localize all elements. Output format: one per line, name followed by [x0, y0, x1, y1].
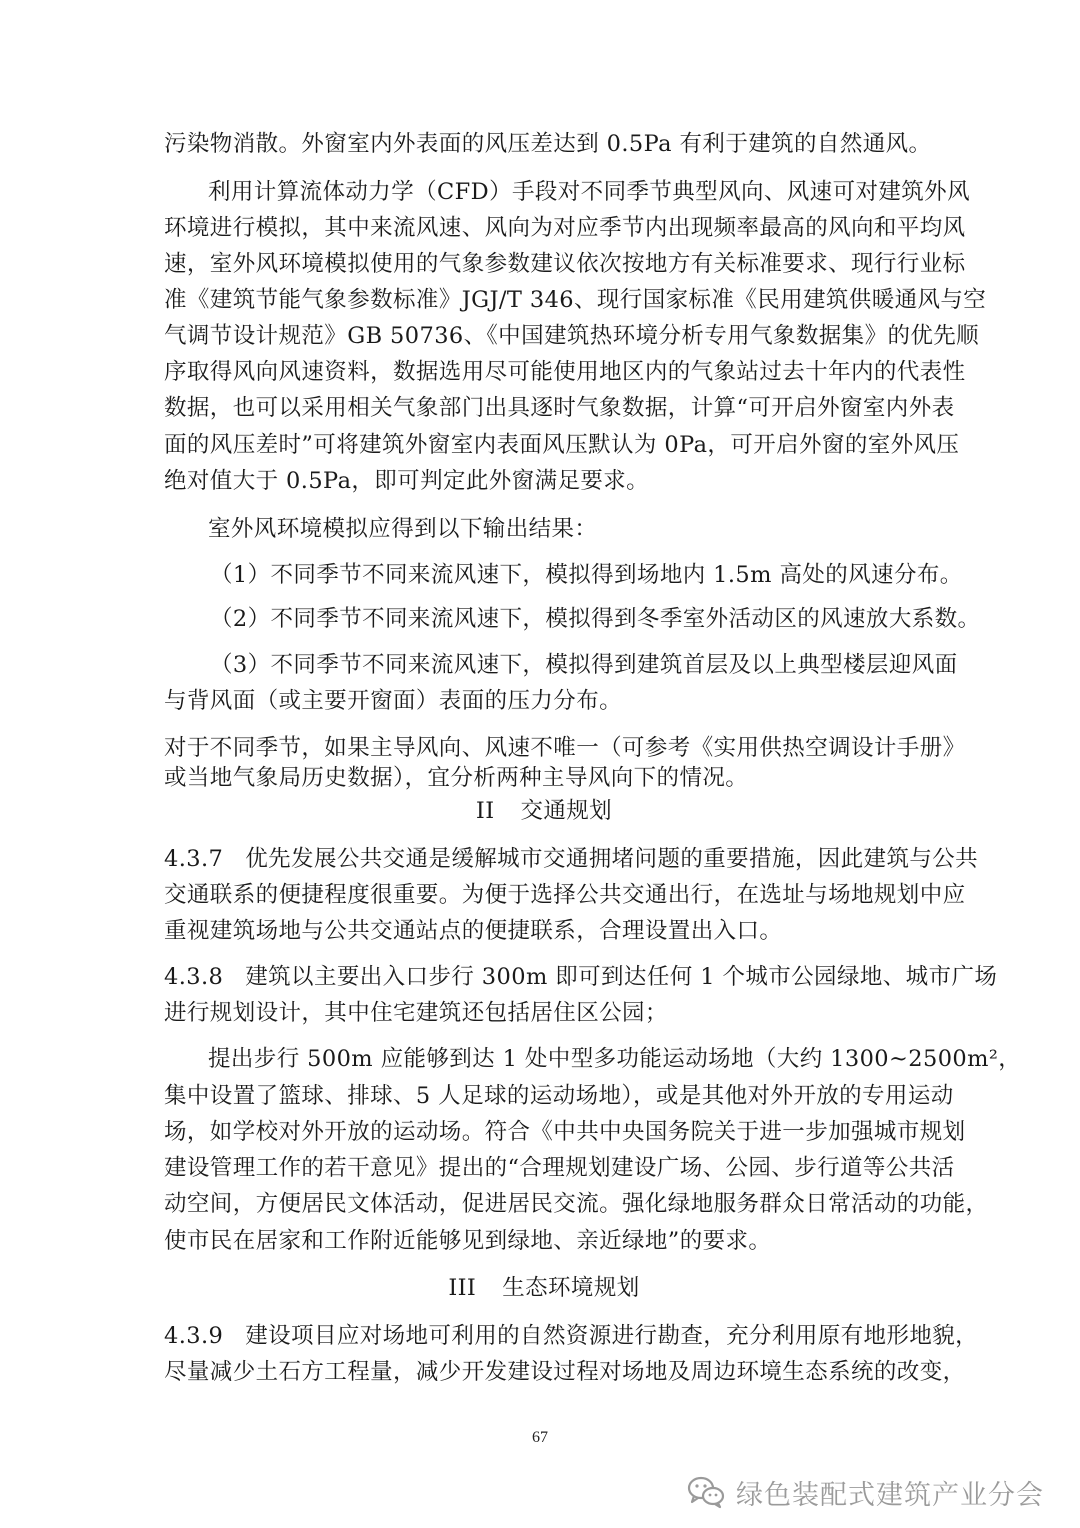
list-item-continuation: 与背风面（或主要开窗面）表面的压力分布。	[164, 688, 623, 714]
clause-number: 4.3.9	[164, 1323, 224, 1349]
list-item: （1）不同季节不同来流风速下，模拟得到场地内 1.5m 高处的风速分布。	[210, 562, 963, 588]
clause-number: 4.3.8	[164, 964, 224, 990]
section-title: 交通规划	[520, 798, 613, 824]
paragraph-line: 环境进行模拟，其中来流风速、风向为对应季节内出现频率最高的风向和平均风	[164, 215, 966, 241]
section-title: 生态环境规划	[502, 1275, 640, 1301]
paragraph-line: 面的风压差时”可将建筑外窗室内表面风压默认为 0Pa，可开启外窗的室外风压	[164, 432, 960, 458]
list-item: （3）不同季节不同来流风速下，模拟得到建筑首层及以上典型楼层迎风面	[210, 652, 958, 678]
paragraph-line: 动空间，方便居民文体活动，促进居民交流。强化绿地服务群众日常活动的功能，	[164, 1191, 989, 1217]
page-number: 67	[532, 1429, 548, 1446]
paragraph-line: 集中设置了篮球、排球、5 人足球的运动场地），或是其他对外开放的专用运动	[164, 1083, 954, 1109]
paragraph-line: 建设管理工作的若干意见》提出的“合理规划建设广场、公园、步行道等公共活	[164, 1155, 955, 1181]
wechat-icon	[686, 1475, 726, 1509]
list-item: （2）不同季节不同来流风速下，模拟得到冬季室外活动区的风速放大系数。	[210, 606, 981, 632]
paragraph-line: 进行规划设计，其中住宅建筑还包括居住区公园；	[164, 1000, 668, 1026]
section-heading	[164, 796, 924, 826]
paragraph-line: 或当地气象局历史数据），宜分析两种主导风向下的情况。	[164, 765, 749, 791]
paragraph-line: 尽量减少土石方工程量，减少开发建设过程对场地及周边环境生态系统的改变，	[164, 1359, 966, 1385]
clause-line	[164, 962, 998, 992]
watermark	[686, 1472, 1044, 1512]
paragraph-line: 利用计算流体动力学（CFD）手段对不同季节典型风向、风速可对建筑外风	[208, 179, 970, 205]
watermark-text: 绿色装配式建筑产业分会	[736, 1479, 1044, 1511]
paragraph-line: 序取得风向风速资料，数据选用尽可能使用地区内的气象站过去十年内的代表性	[164, 359, 966, 385]
clause-text: 建筑以主要出入口步行 300m 即可到达任何 1 个城市公园绿地、城市广场	[245, 964, 998, 990]
paragraph-line: 场，如学校对外开放的运动场。符合《中共中央国务院关于进一步加强城市规划	[164, 1119, 966, 1145]
paragraph-line: 提出步行 500m 应能够到达 1 处中型多功能运动场地（大约 1300~2500m²，	[208, 1046, 1022, 1072]
clause-line	[164, 1321, 979, 1351]
clause-text: 建设项目应对场地可利用的自然资源进行勘查，充分利用原有地形地貌，	[245, 1323, 979, 1349]
paragraph-line: 使市民在居家和工作附近能够见到绿地、亲近绿地”的要求。	[164, 1228, 772, 1254]
clause-line	[164, 844, 979, 874]
paragraph-line: 数据，也可以采用相关气象部门出具逐时气象数据，计算“可开启外窗室内外表	[164, 395, 955, 421]
clause-text: 优先发展公共交通是缓解城市交通拥堵问题的重要措施，因此建筑与公共	[245, 846, 979, 872]
paragraph-line: 交通联系的便捷程度很重要。为便于选择公共交通出行，在选址与场地规划中应	[164, 882, 966, 908]
section-number: II	[475, 798, 495, 824]
paragraph-line: 速，室外风环境模拟使用的气象参数建议依次按地方有关标准要求、现行行业标	[164, 251, 966, 277]
paragraph-line: 准《建筑节能气象参数标准》JGJ/T 346、现行国家标准《民用建筑供暖通风与空	[164, 287, 987, 313]
paragraph-line: 污染物消散。外窗室内外表面的风压差达到 0.5Pa 有利于建筑的自然通风。	[164, 131, 932, 157]
paragraph-line: 室外风环境模拟应得到以下输出结果：	[208, 516, 598, 542]
section-number: III	[448, 1275, 477, 1301]
clause-number: 4.3.7	[164, 846, 224, 872]
paragraph-line: 气调节设计规范》GB 50736、《中国建筑热环境分析专用气象数据集》的优先顺	[164, 323, 980, 349]
paragraph-line: 绝对值大于 0.5Pa，即可判定此外窗满足要求。	[164, 468, 650, 494]
paragraph-line: 对于不同季节，如果主导风向、风速不唯一（可参考《实用供热空调设计手册》	[164, 735, 966, 761]
paragraph-line: 重视建筑场地与公共交通站点的便捷联系，合理设置出入口。	[164, 918, 783, 944]
section-heading	[164, 1273, 924, 1303]
